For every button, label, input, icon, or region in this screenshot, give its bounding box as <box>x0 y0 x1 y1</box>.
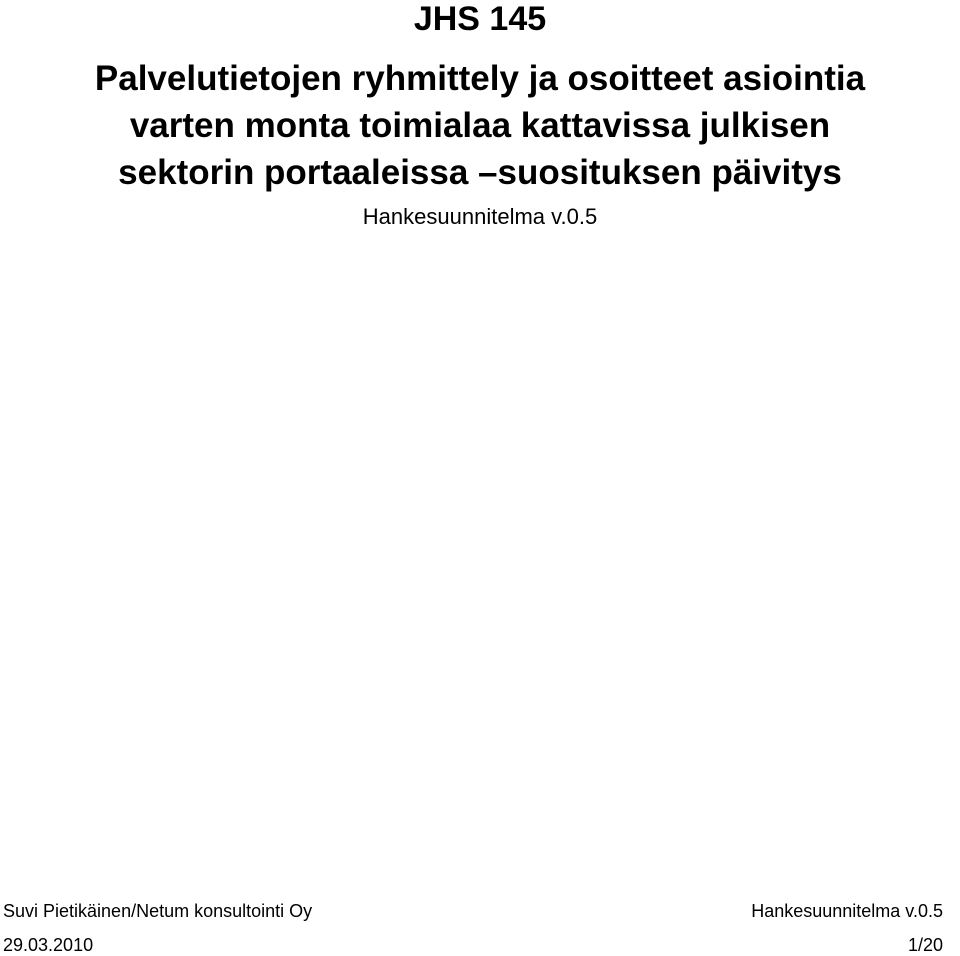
footer-page-number: 1/20 <box>907 935 943 955</box>
title-line: varten monta toimialaa kattavissa julkisen <box>129 106 831 145</box>
footer-document-name: Hankesuunnitelma v.0.5 <box>751 901 943 921</box>
footer-date: 29.03.2010 <box>3 935 94 955</box>
title-line: Palvelutietojen ryhmittely ja osoitteet asiointia <box>94 59 866 98</box>
title-line: sektorin portaaleissa –suosituksen päivitys <box>118 153 842 192</box>
document-subtitle: Hankesuunnitelma v.0.5 <box>362 204 598 229</box>
footer-author: Suvi Pietikäinen/Netum konsultointi Oy <box>3 901 313 921</box>
document-id: JHS 145 <box>413 0 547 38</box>
document-title <box>20 55 940 196</box>
